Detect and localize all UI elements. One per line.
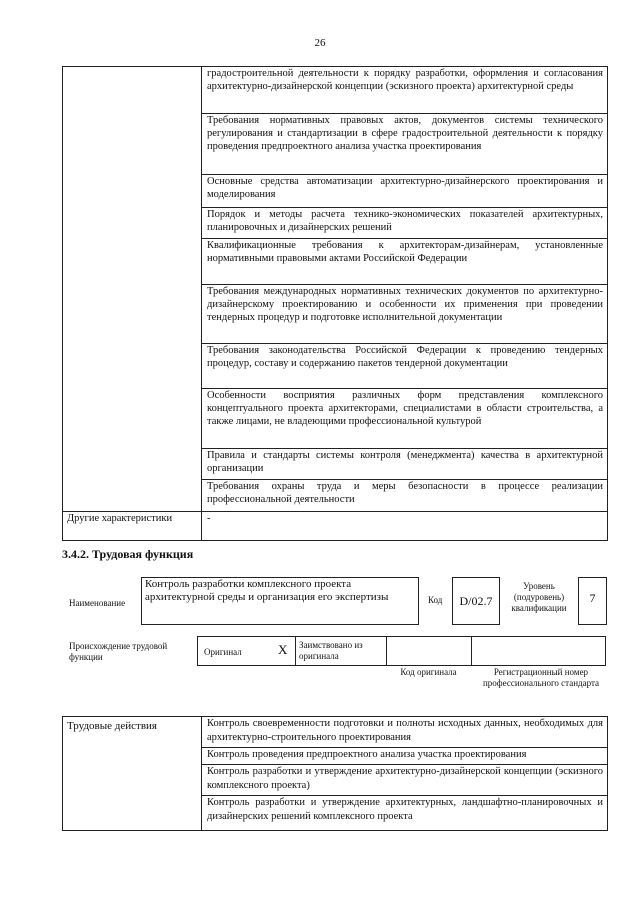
knowledge-label-cell xyxy=(63,67,202,512)
knowledge-row xyxy=(63,67,608,114)
action-item: Контроль разработки и утверждение архитектурных, ландшафтно-планировочных и дизайнерских решений комплексного проекта xyxy=(202,796,608,831)
action-row xyxy=(63,717,608,748)
borrowed-box xyxy=(294,636,387,666)
knowledge-item: Порядок и методы расчета технико-экономических показателей архитектурных, планировочных и дизайнерских решений xyxy=(202,208,608,239)
origin-label: Происхождение трудовой функции xyxy=(69,641,168,662)
function-name: Контроль разработки комплексного проекта архитектурной среды и организация его экспертизы xyxy=(141,577,419,625)
action-item: Контроль своевременности подготовки и полноты исходных данных, необходимых для архитектурно-строительного проектирования xyxy=(202,717,608,748)
original-label: Оригинал xyxy=(204,647,242,657)
borrowed-label: Заимствовано из оригинала xyxy=(299,640,363,661)
other-row xyxy=(63,512,608,541)
knowledge-item: Особенности восприятия различных форм представления комплексного концептуального проекта архитекторами, специалистами в области строительства, а также лицами, не владеющими профессиональной культурой xyxy=(202,389,608,449)
knowledge-item: Требования нормативных правовых актов, документов системы технического регулирования и стандартизации в сфере градостроительной деятельности к порядку проведения предпроектного анализа участка проектирования xyxy=(202,114,608,175)
other-value: - xyxy=(202,512,608,541)
function-level: 7 xyxy=(578,577,607,625)
knowledge-item: Требования законодательства Российской Федерации к проведению тендерных процедур, составу и содержанию пакетов тендерной документации xyxy=(202,344,608,389)
original-mark: X xyxy=(278,642,288,657)
other-label: Другие характеристики xyxy=(63,512,202,541)
knowledge-item: градостроительной деятельности к порядку разработки, оформления и согласования архитектурно-дизайнерской концепции (эскизного проекта) архитектурной среды xyxy=(202,67,608,114)
code-label: Код xyxy=(428,595,443,605)
knowledge-item: Правила и стандарты системы контроля (менеджмента) качества в архитектурной организации xyxy=(202,449,608,480)
level-label: Уровень (подуровень) квалификации xyxy=(511,581,567,613)
knowledge-item: Основные средства автоматизации архитектурно-дизайнерского проектирования и моделирования xyxy=(202,175,608,208)
code-original-label: Код оригинала xyxy=(400,667,457,677)
action-item: Контроль разработки и утверждение архитектурно-дизайнерской концепции (эскизного комплексного проекта) xyxy=(202,765,608,796)
section-title: 3.4.2. Трудовая функция xyxy=(62,547,194,561)
actions-label: Трудовые действия xyxy=(63,717,202,831)
code-original-box xyxy=(386,636,472,666)
knowledge-table xyxy=(62,66,608,541)
knowledge-item: Квалификационные требования к архитекторам-дизайнерам, установленные нормативными правовыми актами Российской Федерации xyxy=(202,239,608,285)
name-label: Наименование xyxy=(69,598,126,608)
action-item: Контроль проведения предпроектного анализа участка проектирования xyxy=(202,748,608,765)
reg-number-label: Регистрационный номер профессионального стандарта xyxy=(482,667,600,688)
knowledge-item: Требования охраны труда и меры безопасности в процессе реализации профессиональной деятельности xyxy=(202,480,608,512)
knowledge-item: Требования международных нормативных технических документов по архитектурно-дизайнерскому проектированию и особенности их применения при проведении тендерных процедур и подготовке исполнительной документации xyxy=(202,285,608,344)
page-number: 26 xyxy=(314,37,326,49)
actions-table xyxy=(62,716,608,831)
reg-number-box xyxy=(471,636,606,666)
function-code: D/02.7 xyxy=(452,577,500,625)
original-box xyxy=(197,636,296,666)
